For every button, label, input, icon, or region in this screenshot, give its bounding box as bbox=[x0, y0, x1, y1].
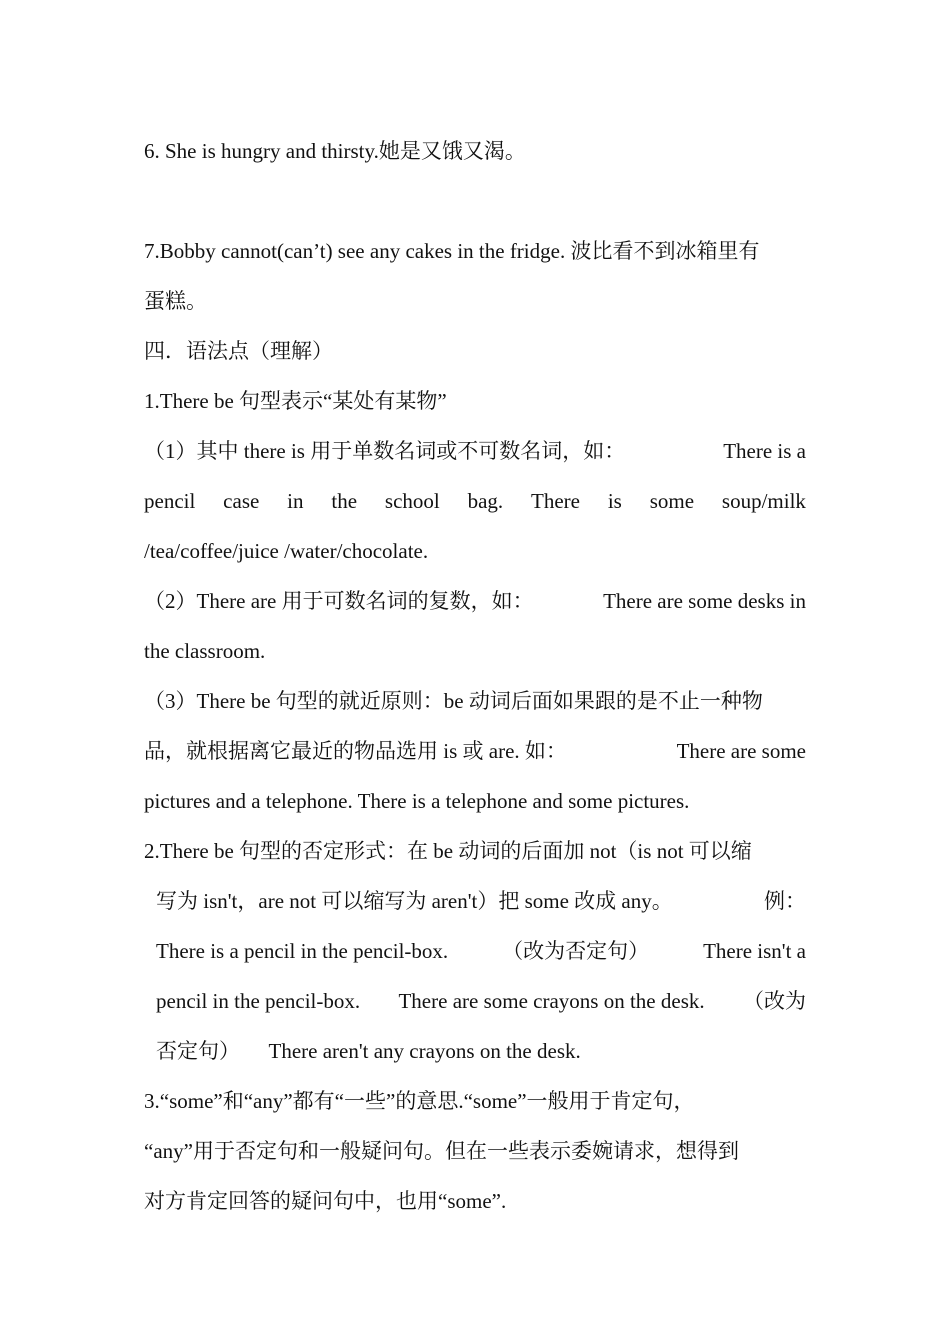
grammar-point-2-example-2-negative: There aren't any crayons on the desk. bbox=[268, 1039, 581, 1063]
justified-word: school bbox=[384, 489, 440, 513]
grammar-point-1-2-example-start: There are some desks in bbox=[603, 589, 806, 613]
grammar-point-2-instruction: （改为否定句） bbox=[502, 939, 650, 963]
example-sentence-6: 6. She is hungry and thirsty.她是又饿又渴。 bbox=[144, 139, 526, 163]
justified-word: is bbox=[607, 489, 622, 513]
grammar-point-1-title: 1.There be 句型表示“某处有某物” bbox=[144, 389, 447, 413]
grammar-point-1-1-line-3: /tea/coffee/juice /water/chocolate. bbox=[144, 539, 429, 563]
section-heading-grammar: 四．语法点（理解） bbox=[144, 339, 333, 363]
grammar-point-1-3-line-3: pictures and a telephone. There is a telephone and some pictures. bbox=[144, 789, 690, 813]
grammar-point-1-2-text: （2）There are 用于可数名词的复数，如： bbox=[144, 589, 534, 613]
grammar-point-1-3-text: 品，就根据离它最近的物品选用 is 或 are. 如： bbox=[144, 739, 567, 763]
grammar-point-3-line-2: “any”用于否定句和一般疑问句。但在一些表示委婉请求，想得到 bbox=[144, 1139, 739, 1163]
grammar-point-2-negative-start: There isn't a bbox=[703, 939, 806, 963]
grammar-point-1-1-text: （1）其中 there is 用于单数名词或不可数名词，如： bbox=[144, 439, 626, 463]
justified-word: soup/milk bbox=[721, 489, 806, 513]
grammar-point-2-line-5 bbox=[156, 1036, 806, 1066]
grammar-point-1-1-line-2 bbox=[144, 486, 806, 516]
grammar-point-2-instruction-2-start: （改为 bbox=[743, 989, 806, 1013]
example-sentence-7: 7.Bobby cannot(can’t) see any cakes in the fridge. 波比看不到冰箱里有 bbox=[144, 239, 760, 263]
grammar-point-1-2-line-2: the classroom. bbox=[144, 639, 266, 663]
justified-word: some bbox=[649, 489, 695, 513]
justified-word: pencil bbox=[144, 489, 196, 513]
grammar-point-3-line-1: 3.“some”和“any”都有“一些”的意思.“some”一般用于肯定句， bbox=[144, 1089, 695, 1113]
grammar-point-1-1-example-start: There is a bbox=[723, 439, 806, 463]
grammar-point-2-example-2-affirmative: There are some crayons on the desk. bbox=[398, 989, 705, 1013]
justified-word: case bbox=[223, 489, 260, 513]
justified-word: There bbox=[531, 489, 580, 513]
grammar-point-1-3-line-1: （3）There be 句型的就近原则：be 动词后面如果跟的是不止一种物 bbox=[144, 689, 763, 713]
grammar-point-2-example-label: 例： bbox=[764, 889, 806, 913]
justified-word: bag. bbox=[467, 489, 504, 513]
grammar-point-2-negative-end: pencil in the pencil-box. bbox=[156, 989, 361, 1013]
grammar-point-1-1-line-1 bbox=[144, 436, 806, 466]
grammar-point-3-line-3: 对方肯定回答的疑问句中，也用“some”. bbox=[144, 1189, 507, 1213]
grammar-point-1-3-line-2 bbox=[144, 736, 806, 766]
grammar-point-2-line-3 bbox=[156, 936, 806, 966]
grammar-point-2-line-2 bbox=[156, 886, 806, 916]
grammar-point-2-example-affirmative: There is a pencil in the pencil-box. bbox=[156, 939, 449, 963]
grammar-point-2-line-4 bbox=[156, 986, 806, 1016]
grammar-point-1-3-example-start: There are some bbox=[676, 739, 806, 763]
grammar-point-2-line-1: 2.There be 句型的否定形式：在 be 动词的后面加 not（is not 可以缩 bbox=[144, 839, 752, 863]
justified-word: in bbox=[287, 489, 304, 513]
justified-word: the bbox=[331, 489, 358, 513]
example-sentence-7-continuation: 蛋糕。 bbox=[144, 289, 207, 313]
grammar-point-1-2-line-1 bbox=[144, 586, 806, 616]
grammar-point-2-instruction-2-end: 否定句） bbox=[156, 1039, 240, 1063]
grammar-point-2-text: 写为 isn't，are not 可以缩写为 aren't）把 some 改成 any。 bbox=[156, 889, 673, 913]
